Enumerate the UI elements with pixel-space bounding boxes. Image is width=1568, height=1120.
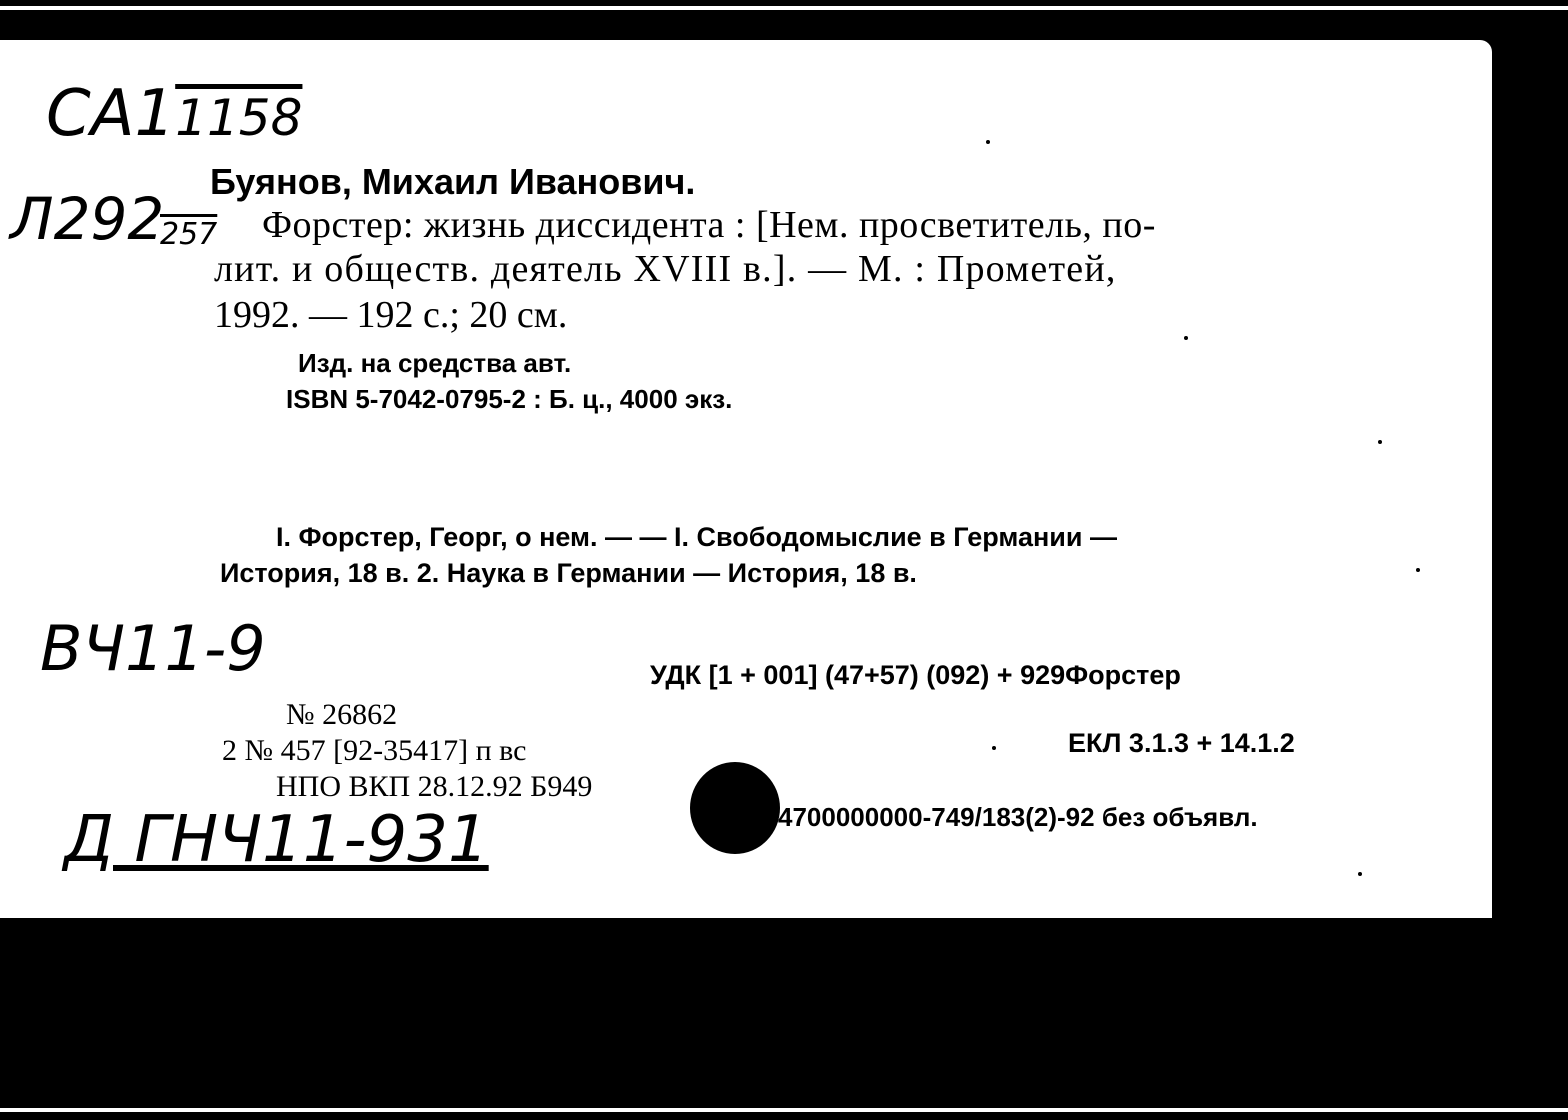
registration-number: № 26862 <box>286 698 398 731</box>
author-heading: Буянов, Михаил Иванович. <box>210 161 696 202</box>
subjects-line-1: I. Форстер, Георг, о нем. — — I. Свободомыслие в Германии — <box>276 522 1118 552</box>
title-line-1: Форстер: жизнь диссидента : [Нем. просветитель, по- <box>262 204 1156 246</box>
registration-order-line: 2 № 457 [92-35417] п вс <box>222 734 527 767</box>
handwritten-call-number <box>46 77 303 151</box>
dust-speck <box>1358 872 1362 876</box>
call-number-prefix: СА1 <box>46 77 176 151</box>
subjects-line-2: История, 18 в. 2. Наука в Германии — История, 18 в. <box>220 558 917 588</box>
isbn-line: ISBN 5-7042-0795-2 : Б. ц., 4000 экз. <box>286 384 733 414</box>
dust-speck <box>1184 336 1188 340</box>
dust-speck <box>1416 568 1420 572</box>
call-number-num: 1158 <box>175 89 303 147</box>
catalog-code: 4700000000-749/183(2)-92 без объявл. <box>778 802 1258 832</box>
author-mark-num: 257 <box>160 217 218 252</box>
handwritten-shelf-mark: Д ГНЧ11-931 <box>64 803 489 877</box>
ink-stamp <box>690 762 780 854</box>
title-line-2: лит. и обществ. деятель XVIII в.]. — М. : Прометей, <box>214 248 1117 290</box>
publisher-note: Изд. на средства авт. <box>298 348 572 378</box>
top-frame-line <box>0 6 1568 10</box>
title-line-3: 1992. — 192 с.; 20 см. <box>214 294 568 336</box>
handwritten-classification: ВЧ11-9 <box>40 612 266 685</box>
udk-line: УДК [1 + 001] (47+57) (092) + 929Форстер <box>650 660 1181 690</box>
dust-speck <box>1378 440 1382 444</box>
catalog-card <box>0 40 1492 918</box>
ekl-line: ЕКЛ 3.1.3 + 14.1.2 <box>1068 728 1295 758</box>
dust-speck <box>986 140 990 144</box>
dust-speck <box>992 746 996 750</box>
author-mark: Л292 <box>10 185 165 253</box>
registration-printer-line: НПО ВКП 28.12.92 Б949 <box>276 770 593 803</box>
handwritten-author-mark-num <box>160 217 218 252</box>
bottom-frame-line <box>0 1108 1568 1112</box>
handwritten-author-mark <box>10 185 165 253</box>
